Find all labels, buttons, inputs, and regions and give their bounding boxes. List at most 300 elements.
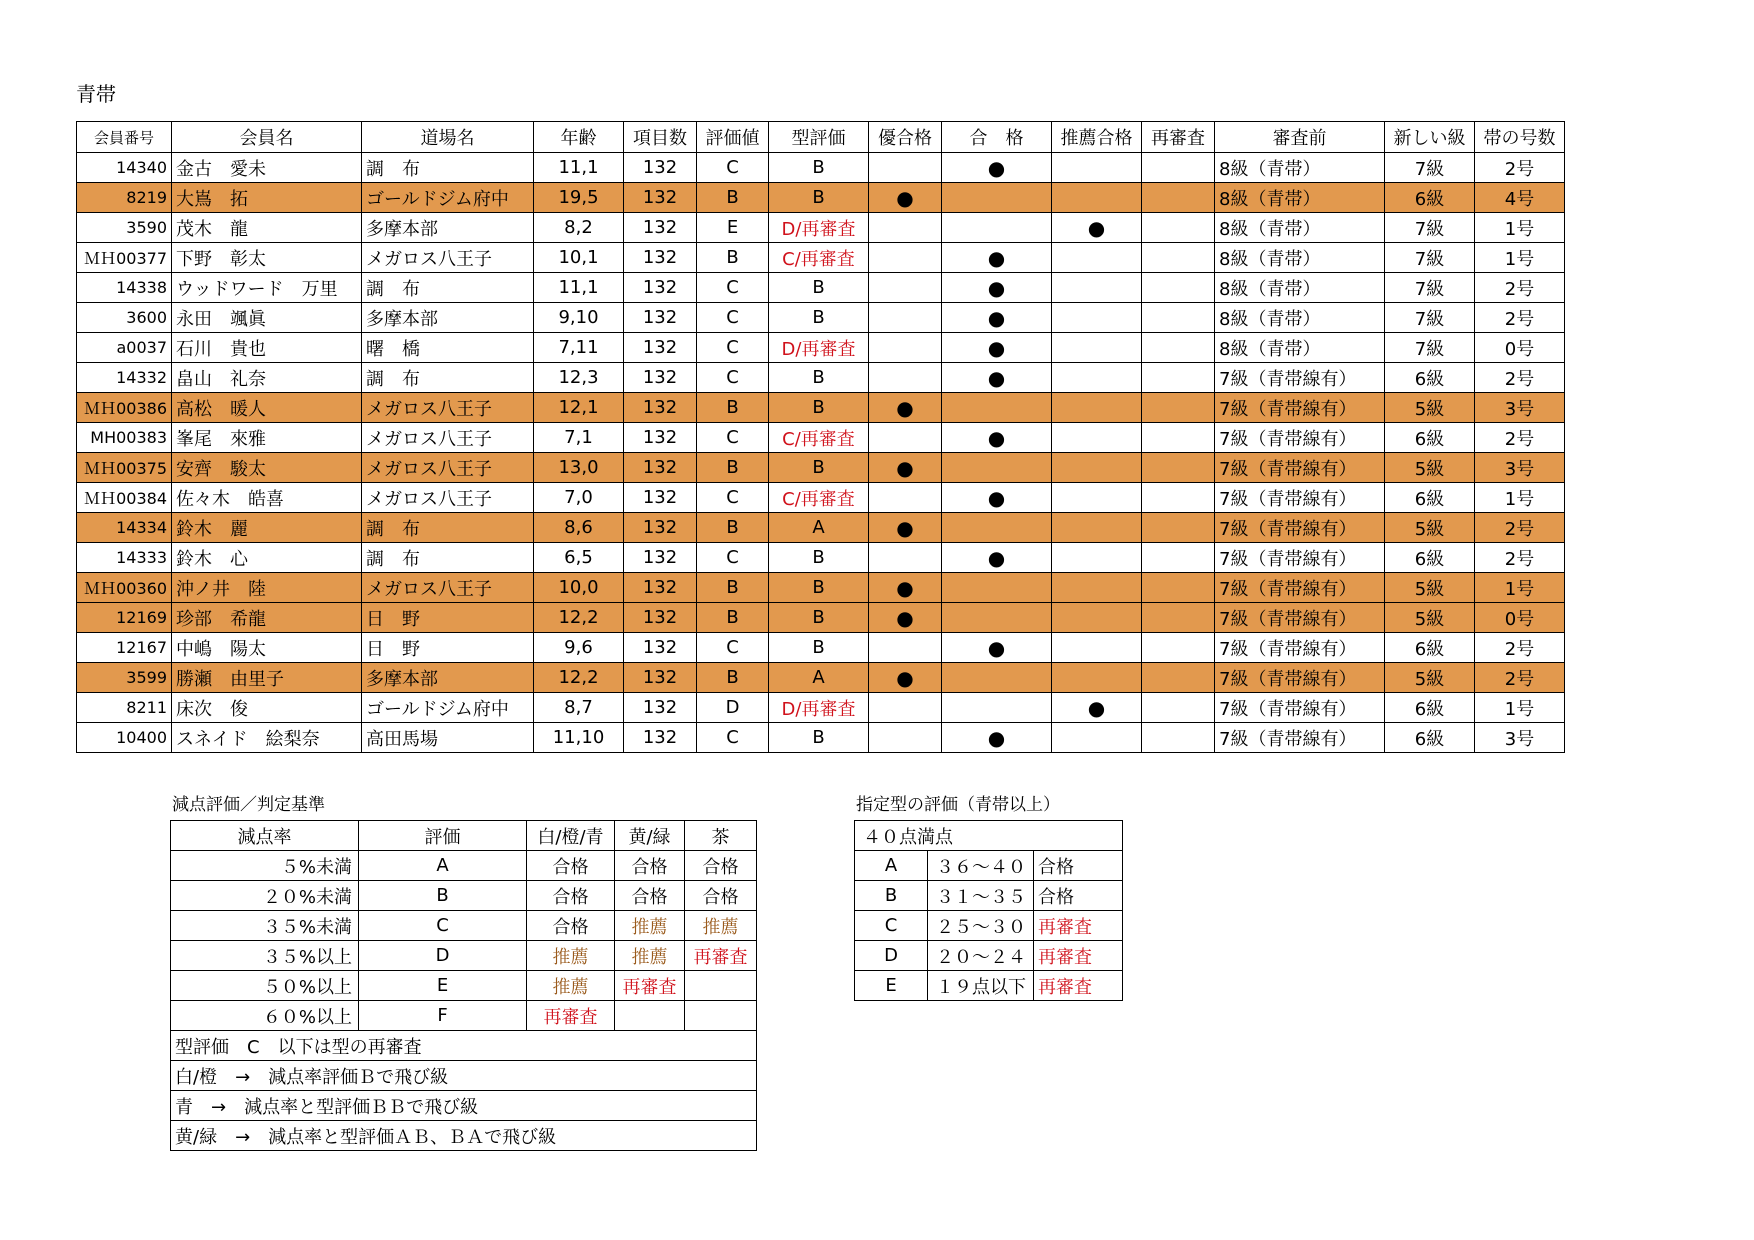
cell-excellent-pass <box>869 483 942 513</box>
cell-reexam <box>1142 543 1215 573</box>
cell-new-kyu: 7級 <box>1385 213 1475 243</box>
cell-dojo: 多摩本部 <box>362 213 534 243</box>
cell-age: 10,0 <box>534 573 624 603</box>
cell-pass: ● <box>942 543 1052 573</box>
cell-pass <box>942 393 1052 423</box>
cell-before-exam: 7級（青帯線有） <box>1215 573 1385 603</box>
header-before-exam: 審査前 <box>1215 122 1385 153</box>
cell-recommended-pass: ● <box>1052 213 1142 243</box>
cell-age: 9,10 <box>534 303 624 333</box>
cell-eval: B <box>697 393 769 423</box>
criteria-cell-rate: ５０%以上 <box>171 971 359 1001</box>
header-age: 年齢 <box>534 122 624 153</box>
cell-reexam <box>1142 153 1215 183</box>
cell-excellent-pass: ● <box>869 573 942 603</box>
kata-cell-grade: B <box>855 881 928 911</box>
cell-pass: ● <box>942 363 1052 393</box>
cell-eval: C <box>697 273 769 303</box>
table-row <box>77 483 1565 513</box>
cell-age: 8,2 <box>534 213 624 243</box>
criteria-header-row <box>171 821 757 851</box>
kata-cell-result: 再審査 <box>1034 941 1123 971</box>
cell-pass <box>942 573 1052 603</box>
cell-type-eval: B <box>769 153 869 183</box>
cell-member-id: 14333 <box>77 543 172 573</box>
cell-excellent-pass: ● <box>869 453 942 483</box>
cell-items: 132 <box>624 543 697 573</box>
cell-excellent-pass: ● <box>869 663 942 693</box>
cell-excellent-pass <box>869 153 942 183</box>
cell-dojo: 調 布 <box>362 273 534 303</box>
criteria-header-white-orange-blue: 白/橙/青 <box>527 821 615 851</box>
cell-items: 132 <box>624 183 697 213</box>
cell-pass: ● <box>942 423 1052 453</box>
cell-new-kyu: 5級 <box>1385 453 1475 483</box>
cell-eval: D <box>697 693 769 723</box>
cell-dojo: 曙 橋 <box>362 333 534 363</box>
cell-dojo: 調 布 <box>362 543 534 573</box>
cell-before-exam: 8級（青帯） <box>1215 243 1385 273</box>
cell-member-name: 永田 颯眞 <box>172 303 362 333</box>
kata-cell-points: １９点以下 <box>928 971 1034 1001</box>
criteria-table <box>170 820 757 1151</box>
cell-reexam <box>1142 183 1215 213</box>
cell-new-kyu: 6級 <box>1385 543 1475 573</box>
cell-dojo: 調 布 <box>362 363 534 393</box>
cell-new-kyu: 6級 <box>1385 723 1475 753</box>
cell-eval: C <box>697 363 769 393</box>
cell-member-id: 10400 <box>77 723 172 753</box>
table-row <box>77 723 1565 753</box>
cell-member-name: 峯尾 來雅 <box>172 423 362 453</box>
cell-reexam <box>1142 243 1215 273</box>
kata-cell-result: 合格 <box>1034 881 1123 911</box>
cell-member-id: ＭＨ00375 <box>77 453 172 483</box>
criteria-header-rate: 減点率 <box>171 821 359 851</box>
cell-eval: B <box>697 663 769 693</box>
criteria-cell-white-orange-blue: 推薦 <box>527 971 615 1001</box>
cell-reexam <box>1142 363 1215 393</box>
cell-type-eval: B <box>769 633 869 663</box>
cell-pass <box>942 693 1052 723</box>
cell-before-exam: 8級（青帯） <box>1215 153 1385 183</box>
cell-type-eval: C/再審査 <box>769 243 869 273</box>
cell-eval: B <box>697 453 769 483</box>
cell-eval: B <box>697 513 769 543</box>
cell-belt-size: 2号 <box>1475 363 1565 393</box>
cell-member-name: 金古 愛未 <box>172 153 362 183</box>
criteria-row <box>171 911 757 941</box>
cell-reexam <box>1142 603 1215 633</box>
cell-type-eval: B <box>769 543 869 573</box>
table-row <box>77 663 1565 693</box>
table-row <box>77 363 1565 393</box>
cell-recommended-pass <box>1052 243 1142 273</box>
cell-new-kyu: 5級 <box>1385 573 1475 603</box>
criteria-cell-yellow-green: 推薦 <box>615 911 685 941</box>
cell-excellent-pass <box>869 723 942 753</box>
criteria-header-brown: 茶 <box>685 821 757 851</box>
kata-cell-points: ２５〜３０ <box>928 911 1034 941</box>
cell-belt-size: 1号 <box>1475 693 1565 723</box>
cell-member-name: 珍部 希龍 <box>172 603 362 633</box>
cell-reexam <box>1142 453 1215 483</box>
cell-before-exam: 8級（青帯） <box>1215 333 1385 363</box>
kata-table <box>854 820 1123 1001</box>
kata-cell-grade: D <box>855 941 928 971</box>
cell-pass: ● <box>942 273 1052 303</box>
criteria-body <box>171 851 757 1151</box>
header-reexam: 再審査 <box>1142 122 1215 153</box>
cell-type-eval: A <box>769 513 869 543</box>
cell-before-exam: 8級（青帯） <box>1215 273 1385 303</box>
cell-age: 11,10 <box>534 723 624 753</box>
kata-row <box>855 851 1123 881</box>
criteria-note: 白/橙 → 減点率評価Ｂで飛び級 <box>171 1061 757 1091</box>
cell-eval: B <box>697 243 769 273</box>
cell-member-id: 14334 <box>77 513 172 543</box>
cell-eval: C <box>697 303 769 333</box>
header-recommended-pass: 推薦合格 <box>1052 122 1142 153</box>
criteria-note: 黄/緑 → 減点率と型評価ＡＢ、ＢＡで飛び級 <box>171 1121 757 1151</box>
cell-age: 7,1 <box>534 423 624 453</box>
cell-age: 8,7 <box>534 693 624 723</box>
cell-recommended-pass <box>1052 573 1142 603</box>
cell-dojo: 調 布 <box>362 153 534 183</box>
cell-type-eval: B <box>769 183 869 213</box>
criteria-cell-brown: 合格 <box>685 851 757 881</box>
cell-pass <box>942 513 1052 543</box>
cell-eval: C <box>697 723 769 753</box>
cell-member-id: 3590 <box>77 213 172 243</box>
table-row <box>77 393 1565 423</box>
cell-eval: C <box>697 423 769 453</box>
cell-age: 6,5 <box>534 543 624 573</box>
table-row <box>77 213 1565 243</box>
cell-age: 12,1 <box>534 393 624 423</box>
header-type-eval: 型評価 <box>769 122 869 153</box>
cell-eval: C <box>697 153 769 183</box>
header-member-id: 会員番号 <box>77 122 172 153</box>
kata-cell-grade: C <box>855 911 928 941</box>
table-row <box>77 543 1565 573</box>
criteria-cell-yellow-green: 推薦 <box>615 941 685 971</box>
criteria-note: 型評価 C 以下は型の再審査 <box>171 1031 757 1061</box>
cell-pass: ● <box>942 633 1052 663</box>
cell-items: 132 <box>624 243 697 273</box>
cell-member-id: ＭＨ00377 <box>77 243 172 273</box>
criteria-cell-white-orange-blue: 合格 <box>527 881 615 911</box>
kata-header: ４０点満点 <box>855 821 1123 851</box>
cell-pass: ● <box>942 243 1052 273</box>
cell-items: 132 <box>624 663 697 693</box>
cell-excellent-pass: ● <box>869 183 942 213</box>
kata-row <box>855 971 1123 1001</box>
table-row <box>77 603 1565 633</box>
cell-type-eval: D/再審査 <box>769 333 869 363</box>
cell-dojo: ゴールドジム府中 <box>362 183 534 213</box>
criteria-title: 減点評価／判定基準 <box>172 795 325 815</box>
kata-row <box>855 941 1123 971</box>
cell-belt-size: 0号 <box>1475 603 1565 633</box>
table-row <box>77 243 1565 273</box>
cell-eval: C <box>697 543 769 573</box>
cell-reexam <box>1142 573 1215 603</box>
cell-recommended-pass <box>1052 543 1142 573</box>
cell-member-name: 大嶌 拓 <box>172 183 362 213</box>
criteria-row <box>171 1001 757 1031</box>
kata-row <box>855 881 1123 911</box>
cell-age: 19,5 <box>534 183 624 213</box>
cell-member-name: 畠山 礼奈 <box>172 363 362 393</box>
cell-dojo: 高田馬場 <box>362 723 534 753</box>
cell-reexam <box>1142 663 1215 693</box>
criteria-cell-yellow-green: 合格 <box>615 881 685 911</box>
cell-reexam <box>1142 513 1215 543</box>
cell-belt-size: 1号 <box>1475 573 1565 603</box>
header-items: 項目数 <box>624 122 697 153</box>
cell-before-exam: 7級（青帯線有） <box>1215 723 1385 753</box>
cell-recommended-pass <box>1052 363 1142 393</box>
cell-excellent-pass <box>869 303 942 333</box>
cell-pass <box>942 663 1052 693</box>
cell-age: 12,3 <box>534 363 624 393</box>
kata-cell-result: 再審査 <box>1034 971 1123 1001</box>
cell-member-name: 安齊 駿太 <box>172 453 362 483</box>
criteria-note: 青 → 減点率と型評価ＢＢで飛び級 <box>171 1091 757 1121</box>
cell-reexam <box>1142 273 1215 303</box>
roster-table <box>76 121 1565 753</box>
table-row <box>77 423 1565 453</box>
cell-member-name: 中嶋 陽太 <box>172 633 362 663</box>
cell-excellent-pass <box>869 273 942 303</box>
cell-dojo: メガロス八王子 <box>362 393 534 423</box>
criteria-row <box>171 971 757 1001</box>
header-dojo: 道場名 <box>362 122 534 153</box>
criteria-header-grade: 評価 <box>359 821 527 851</box>
cell-recommended-pass <box>1052 303 1142 333</box>
cell-items: 132 <box>624 483 697 513</box>
cell-dojo: メガロス八王子 <box>362 423 534 453</box>
cell-recommended-pass <box>1052 153 1142 183</box>
table-row <box>77 273 1565 303</box>
cell-dojo: 多摩本部 <box>362 303 534 333</box>
cell-new-kyu: 6級 <box>1385 693 1475 723</box>
criteria-cell-rate: ３５%未満 <box>171 911 359 941</box>
cell-recommended-pass <box>1052 483 1142 513</box>
cell-belt-size: 2号 <box>1475 633 1565 663</box>
cell-member-id: 14340 <box>77 153 172 183</box>
cell-excellent-pass <box>869 213 942 243</box>
cell-type-eval: C/再審査 <box>769 483 869 513</box>
table-row <box>77 153 1565 183</box>
cell-new-kyu: 7級 <box>1385 243 1475 273</box>
table-row <box>77 303 1565 333</box>
cell-items: 132 <box>624 603 697 633</box>
cell-member-name: ウッドワード 万里 <box>172 273 362 303</box>
table-row <box>77 333 1565 363</box>
cell-excellent-pass <box>869 423 942 453</box>
cell-member-id: 8219 <box>77 183 172 213</box>
cell-dojo: 調 布 <box>362 513 534 543</box>
cell-member-name: 鈴木 麗 <box>172 513 362 543</box>
cell-age: 12,2 <box>534 603 624 633</box>
cell-eval: C <box>697 633 769 663</box>
cell-belt-size: 2号 <box>1475 273 1565 303</box>
cell-recommended-pass: ● <box>1052 693 1142 723</box>
cell-belt-size: 2号 <box>1475 513 1565 543</box>
cell-member-id: 12169 <box>77 603 172 633</box>
cell-member-name: 鈴木 心 <box>172 543 362 573</box>
cell-type-eval: A <box>769 663 869 693</box>
criteria-cell-rate: ５%未満 <box>171 851 359 881</box>
cell-pass <box>942 603 1052 633</box>
cell-dojo: ゴールドジム府中 <box>362 693 534 723</box>
cell-belt-size: 3号 <box>1475 453 1565 483</box>
kata-cell-result: 合格 <box>1034 851 1123 881</box>
criteria-note-row <box>171 1031 757 1061</box>
criteria-cell-brown <box>685 971 757 1001</box>
cell-pass: ● <box>942 303 1052 333</box>
criteria-cell-grade: D <box>359 941 527 971</box>
cell-type-eval: B <box>769 603 869 633</box>
cell-pass: ● <box>942 483 1052 513</box>
cell-reexam <box>1142 723 1215 753</box>
cell-before-exam: 7級（青帯線有） <box>1215 393 1385 423</box>
cell-reexam <box>1142 483 1215 513</box>
cell-before-exam: 7級（青帯線有） <box>1215 363 1385 393</box>
cell-excellent-pass: ● <box>869 393 942 423</box>
criteria-note-row <box>171 1121 757 1151</box>
cell-new-kyu: 5級 <box>1385 513 1475 543</box>
kata-cell-points: ２０〜２４ <box>928 941 1034 971</box>
roster-body <box>77 153 1565 753</box>
cell-type-eval: B <box>769 363 869 393</box>
cell-before-exam: 8級（青帯） <box>1215 303 1385 333</box>
cell-new-kyu: 5級 <box>1385 603 1475 633</box>
header-pass: 合 格 <box>942 122 1052 153</box>
table-row <box>77 573 1565 603</box>
cell-type-eval: D/再審査 <box>769 693 869 723</box>
cell-dojo: メガロス八王子 <box>362 453 534 483</box>
cell-reexam <box>1142 633 1215 663</box>
roster-header-row <box>77 122 1565 153</box>
cell-recommended-pass <box>1052 453 1142 483</box>
cell-age: 10,1 <box>534 243 624 273</box>
cell-before-exam: 8級（青帯） <box>1215 183 1385 213</box>
cell-new-kyu: 7級 <box>1385 273 1475 303</box>
cell-recommended-pass <box>1052 723 1142 753</box>
cell-dojo: メガロス八王子 <box>362 483 534 513</box>
cell-member-name: 勝瀬 由里子 <box>172 663 362 693</box>
cell-before-exam: 7級（青帯線有） <box>1215 603 1385 633</box>
cell-pass <box>942 453 1052 483</box>
cell-eval: B <box>697 603 769 633</box>
cell-age: 9,6 <box>534 633 624 663</box>
cell-belt-size: 2号 <box>1475 543 1565 573</box>
cell-items: 132 <box>624 333 697 363</box>
cell-new-kyu: 6級 <box>1385 633 1475 663</box>
cell-items: 132 <box>624 153 697 183</box>
criteria-cell-grade: F <box>359 1001 527 1031</box>
kata-row <box>855 911 1123 941</box>
cell-member-name: 床次 俊 <box>172 693 362 723</box>
cell-type-eval: B <box>769 723 869 753</box>
cell-member-name: 高松 暖人 <box>172 393 362 423</box>
table-row <box>77 513 1565 543</box>
cell-type-eval: B <box>769 453 869 483</box>
cell-dojo: 日 野 <box>362 633 534 663</box>
cell-member-name: 沖ノ井 陸 <box>172 573 362 603</box>
cell-items: 132 <box>624 213 697 243</box>
cell-age: 11,1 <box>534 153 624 183</box>
cell-items: 132 <box>624 633 697 663</box>
cell-member-id: MH00383 <box>77 423 172 453</box>
cell-eval: E <box>697 213 769 243</box>
cell-member-id: 12167 <box>77 633 172 663</box>
cell-before-exam: 7級（青帯線有） <box>1215 633 1385 663</box>
cell-member-name: 下野 彰太 <box>172 243 362 273</box>
cell-member-id: 14338 <box>77 273 172 303</box>
cell-member-name: スネイド 絵梨奈 <box>172 723 362 753</box>
cell-before-exam: 7級（青帯線有） <box>1215 453 1385 483</box>
criteria-cell-brown: 再審査 <box>685 941 757 971</box>
cell-pass <box>942 213 1052 243</box>
cell-new-kyu: 6級 <box>1385 183 1475 213</box>
cell-recommended-pass <box>1052 393 1142 423</box>
cell-belt-size: 4号 <box>1475 183 1565 213</box>
cell-recommended-pass <box>1052 333 1142 363</box>
cell-belt-size: 0号 <box>1475 333 1565 363</box>
criteria-cell-yellow-green <box>615 1001 685 1031</box>
cell-type-eval: B <box>769 573 869 603</box>
criteria-cell-brown: 推薦 <box>685 911 757 941</box>
cell-reexam <box>1142 303 1215 333</box>
criteria-cell-yellow-green: 合格 <box>615 851 685 881</box>
criteria-cell-white-orange-blue: 再審査 <box>527 1001 615 1031</box>
cell-age: 7,11 <box>534 333 624 363</box>
cell-new-kyu: 7級 <box>1385 153 1475 183</box>
cell-age: 11,1 <box>534 273 624 303</box>
cell-new-kyu: 7級 <box>1385 333 1475 363</box>
cell-pass: ● <box>942 153 1052 183</box>
header-member-name: 会員名 <box>172 122 362 153</box>
cell-recommended-pass <box>1052 603 1142 633</box>
header-excellent-pass: 優合格 <box>869 122 942 153</box>
cell-excellent-pass <box>869 543 942 573</box>
criteria-note-row <box>171 1091 757 1121</box>
page-title: 青帯 <box>76 82 116 106</box>
cell-member-id: a0037 <box>77 333 172 363</box>
criteria-cell-grade: C <box>359 911 527 941</box>
criteria-cell-brown <box>685 1001 757 1031</box>
criteria-cell-white-orange-blue: 推薦 <box>527 941 615 971</box>
cell-recommended-pass <box>1052 273 1142 303</box>
cell-type-eval: C/再審査 <box>769 423 869 453</box>
kata-title: 指定型の評価（青帯以上） <box>856 795 1060 815</box>
cell-reexam <box>1142 213 1215 243</box>
cell-type-eval: B <box>769 393 869 423</box>
cell-type-eval: B <box>769 273 869 303</box>
criteria-cell-grade: A <box>359 851 527 881</box>
cell-eval: C <box>697 333 769 363</box>
cell-member-id: ＭＨ00384 <box>77 483 172 513</box>
cell-items: 132 <box>624 273 697 303</box>
cell-member-name: 佐々木 皓喜 <box>172 483 362 513</box>
criteria-cell-rate: ２０%未満 <box>171 881 359 911</box>
cell-belt-size: 2号 <box>1475 663 1565 693</box>
cell-pass: ● <box>942 723 1052 753</box>
